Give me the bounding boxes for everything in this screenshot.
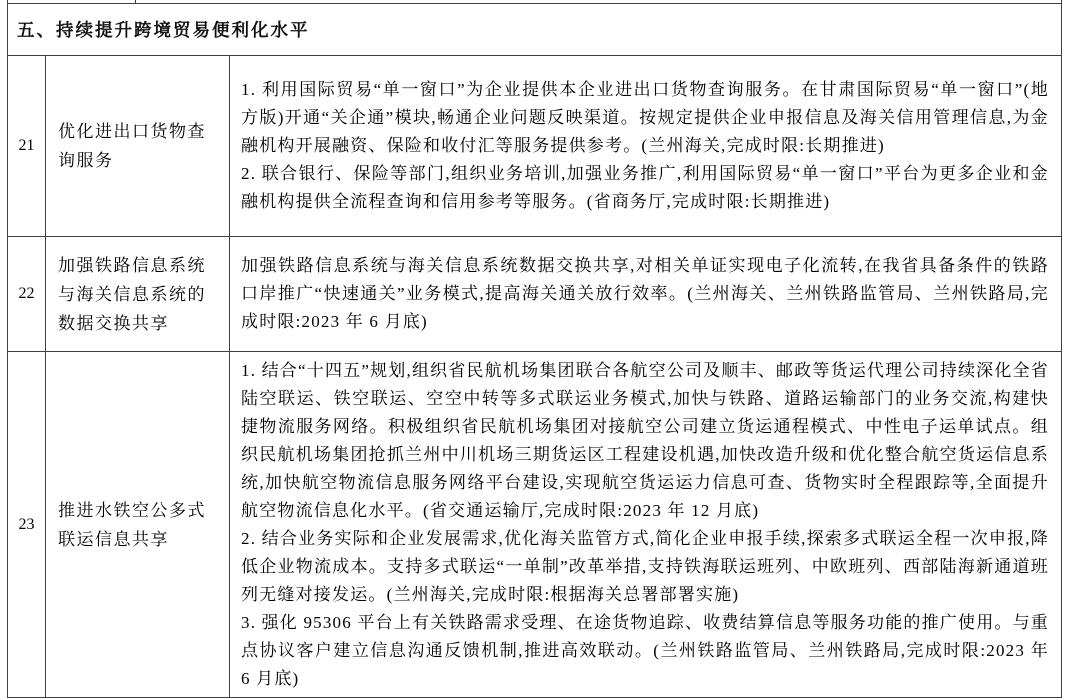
task-paragraph: 加强铁路信息系统与海关信息系统数据交换共享,对相关单证实现电子化流转,在我省具备条件的铁路口岸推广“快速通关”业务模式,提高海关通关放行效率。(兰州海关、兰州铁路监管局、兰州铁路局,完成时限:2023 年 6 月底): [241, 256, 1049, 331]
task-paragraph: 1. 结合“十四五”规划,组织省民航机场集团联合各航空公司及顺丰、邮政等货运代理公司持续深化全省陆空联运、铁空联运、空空中转等多式联运业务模式,加快与铁路、道路运输部门的业务交流,构建快捷物流服务网络。积极组织省民航机场集团对接航空公司建立货运通程模式、中性电子运单试点。组织民航机场集团抢抓兰州中川机场三期货运区工程建设机遇,加快改造升级和优化整合航空货运信息系统,加快航空物流信息服务网络平台建设,实现航空货运运力信息可查、货物实时全程跟踪等,全面提升航空物流信息化水平。(省交通运输厅,完成时限:2023 年 12 月底): [241, 360, 1049, 520]
task-paragraph: 2. 结合业务实际和企业发展需求,优化海关监管方式,简化企业申报手续,探索多式联运全程一次申报,降低企业物流成本。支持多式联运“一单制”改革举措,支持铁海联运班列、中欧班列、西部陆海新通道班列无缝对接发运。(兰州海关,完成时限:根据海关总署部署实施): [241, 528, 1049, 604]
task-name: 推进水铁空公多式联运信息共享: [46, 352, 230, 697]
task-paragraph: 2. 联合银行、保险等部门,组织业务培训,加强业务推广,利用国际贸易“单一窗口”平台为更多企业和金融机构提供全流程查询和信用参考等服务。(省商务厅,完成时限:长期推进): [241, 164, 1049, 211]
section-header-row: [8, 4, 1061, 56]
task-content: [230, 237, 1061, 351]
table-row: [8, 352, 1061, 697]
task-table: [7, 3, 1062, 698]
task-content: [230, 352, 1061, 697]
task-paragraph: 1. 利用国际贸易“单一窗口”为企业提供本企业进出口货物查询服务。在甘肃国际贸易“单一窗口”(地方版)开通“关企通”模块,畅通企业问题反映渠道。按规定提供企业申报信息及海关信用管理信息,为金融机构开展融资、保险和收付汇等服务提供参考。(兰州海关,完成时限:长期推进): [241, 80, 1049, 155]
task-content: [230, 56, 1061, 236]
task-name: 加强铁路信息系统与海关信息系统的数据交换共享: [46, 237, 230, 351]
row-number: 23: [8, 352, 46, 697]
table-row: [8, 56, 1061, 237]
task-paragraph: 3. 强化 95306 平台上有关铁路需求受理、在途货物追踪、收费结算信息等服务功能的推广使用。与重点协议客户建立信息沟通反馈机制,推进高效联动。(兰州铁路监管局、兰州铁路局,完成时限:2023 年 6 月底): [241, 612, 1049, 688]
table-row: [8, 237, 1061, 352]
task-name: 优化进出口货物查询服务: [46, 56, 230, 236]
row-number: 22: [8, 237, 46, 351]
section-title: 五、持续提升跨境贸易便利化水平: [17, 20, 310, 40]
row-number: 21: [8, 56, 46, 236]
table-body: [8, 56, 1061, 697]
